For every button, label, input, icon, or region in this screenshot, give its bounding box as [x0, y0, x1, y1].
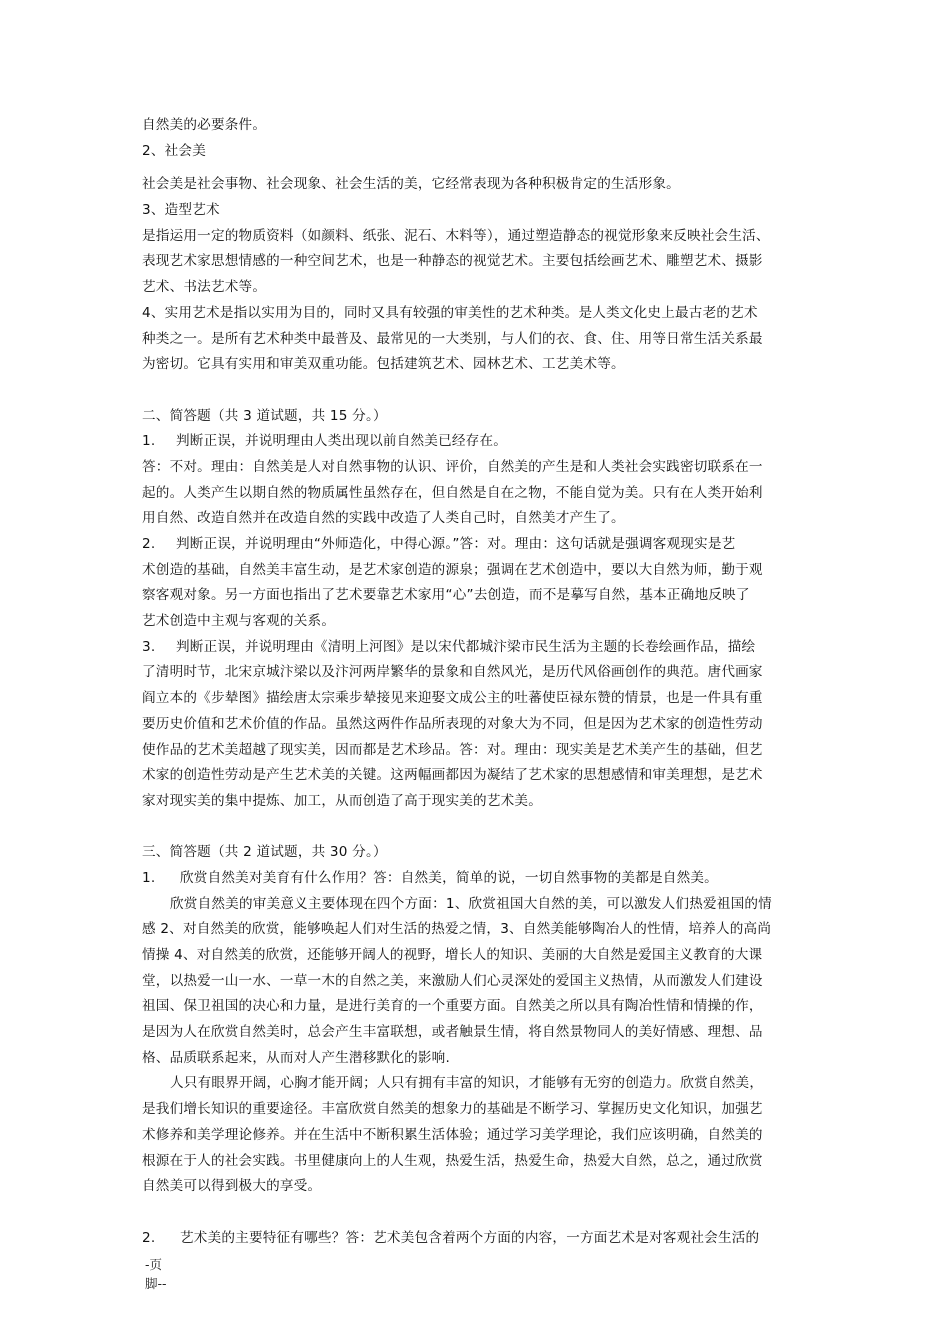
question-text: 艺术美的主要特征有哪些？答：艺术美包含着两个方面的内容，一方面艺术是对客观社会生活的	[180, 1229, 760, 1246]
paragraph-line: 是我们增长知识的重要途径。丰富欣赏自然美的想象力的基础是不断学习、掌握历史文化知识，加强艺	[142, 1101, 763, 1118]
question-text: 欣赏自然美对美育有什么作用？答：自然美，简单的说，一切自然事物的美都是自然美。	[180, 869, 718, 886]
text-line: 是指运用一定的物质资料（如颜料、纸张、泥石、木料等），通过塑造静态的视觉形象来反映社会生活、	[142, 227, 770, 244]
document-body	[142, 113, 822, 1251]
paragraph-line: 感 2、对自然美的欣赏，能够唤起人们对生活的热爱之情，3、自然美能够陶冶人的性情，培养人的高尚	[142, 921, 772, 938]
answer-line: 答：不对。理由：自然美是人对自然事物的认识、评价，自然美的产生是和人类社会实践密切联系在一	[142, 458, 763, 475]
question-number: 2.	[142, 1229, 156, 1246]
question-line	[142, 1226, 822, 1252]
footer-line: -页	[145, 1257, 163, 1272]
text-line: 种类之一。是所有艺术种类中最普及、最常见的一大类别，与人们的衣、食、住、用等日常生活关系最	[142, 330, 763, 347]
paragraph-line: 人只有眼界开阔，心胸才能开阔；人只有拥有丰富的知识，才能够有无穷的创造力。欣赏自然美，	[170, 1075, 764, 1092]
question-text: 判断正误，并说明理由“外师造化，中得心源。”答：对。理由：这句话就是强调客观现实是艺	[176, 536, 736, 552]
question-text: 判断正误，并说明理由《清明上河图》是以宋代都城汴梁市民生活为主题的长卷绘画作品，描绘	[176, 638, 756, 655]
answer-line: 术创造的基础，自然美丰富生动，是艺术家创造的源泉；强调在艺术创造中，要以大自然为师，勤于观	[142, 561, 763, 578]
paragraph-line: 堂，以热爱一山一水、一草一木的自然之美，来激励人们心灵深处的爱国主义热情，从而激发人们建设	[142, 972, 763, 989]
answer-line: 察客观对象。另一方面也指出了艺术要靠艺术家用“心”去创造，而不是摹写自然，基本正确地反映了	[142, 587, 750, 604]
question-line	[142, 429, 822, 455]
paragraph-line: 祖国、保卫祖国的决心和力量，是进行美育的一个重要方面。自然美之所以具有陶冶性情和情操的作，	[142, 998, 763, 1015]
paragraph-line: 情操 4、对自然美的欣赏，还能够开阔人的视野，增长人的知识、美丽的大自然是爱国主义教育的大课	[142, 947, 763, 963]
question-line	[142, 866, 822, 892]
paragraph-line: 格、品质联系起来，从而对人产生潜移默化的影响.	[142, 1049, 450, 1066]
question-line	[142, 635, 822, 661]
question-number: 1.	[142, 869, 156, 886]
answer-line: 家对现实美的集中提炼、加工，从而创造了高于现实美的艺术美。	[142, 792, 543, 809]
question-number: 1.	[142, 433, 156, 450]
question-line	[142, 532, 822, 558]
paragraph-line: 根源在于人的社会实践。书里健康向上的人生观，热爱生活，热爱生命，热爱大自然，总之，通过欣赏	[142, 1152, 763, 1169]
answer-line: 术家的创造性劳动是产生艺术美的关键。这两幅画都因为凝结了艺术家的思想感情和审美理想，是艺术	[142, 767, 763, 784]
text-line: 4、实用艺术是指以实用为目的，同时又具有较强的审美性的艺术种类。是人类文化史上最古老的艺术	[142, 304, 758, 321]
footer-line: 脚--	[145, 1276, 167, 1291]
paragraph-line: 自然美可以得到极大的享受。	[142, 1178, 322, 1195]
answer-line: 用自然、改造自然并在改造自然的实践中改造了人类自己时，自然美才产生了。	[142, 510, 625, 527]
question-number: 2.	[142, 536, 156, 552]
answer-line: 要历史价值和艺术价值的作品。虽然这两件作品所表现的对象大为不同，但是因为艺术家的创造性劳动	[142, 715, 763, 732]
text-line: 社会美是社会事物、社会现象、社会生活的美，它经常表现为各种积极肯定的生活形象。	[142, 176, 680, 193]
answer-line: 使作品的艺术美超越了现实美，因而都是艺术珍品。答：对。理由：现实美是艺术美产生的基础，但艺	[142, 741, 763, 758]
answer-line: 艺术创造中主观与客观的关系。	[142, 613, 336, 630]
answer-line: 起的。人类产生以期自然的物质属性虽然存在，但自然是自在之物，不能自觉为美。只有在人类开始利	[142, 484, 763, 501]
question-text: 判断正误，并说明理由人类出现以前自然美已经存在。	[176, 433, 508, 450]
answer-line: 了清明时节，北宋京城汴梁以及汴河两岸繁华的景象和自然风光，是历代风俗画创作的典范。唐代画家	[142, 664, 763, 681]
paragraph-line: 术修养和美学理论修养。并在生活中不断积累生活体验；通过学习美学理论，我们应该明确，自然美的	[142, 1126, 763, 1143]
text-line: 表现艺术家思想情感的一种空间艺术，也是一种静态的视觉艺术。主要包括绘画艺术、雕塑艺术、摄影	[142, 253, 763, 270]
text-line: 艺术、书法艺术等。	[142, 279, 267, 296]
answer-line: 阎立本的《步辇图》描绘唐太宗乘步辇接见来迎娶文成公主的吐蕃使臣禄东赞的情景，也是一件具有重	[142, 690, 763, 707]
text-line: 自然美的必要条件。	[142, 117, 267, 133]
subheading-social-beauty: 2、社会美	[142, 142, 207, 159]
section-heading-2: 二、简答题（共 3 道试题，共 15 分。）	[142, 407, 387, 424]
paragraph-line: 是因为人在欣赏自然美时，总会产生丰富联想，或者触景生情，将自然景物同人的美好情感、理想、品	[142, 1024, 763, 1041]
page-footer	[145, 1255, 167, 1293]
question-number: 3.	[142, 638, 156, 655]
section-heading-3: 三、简答题（共 2 道试题，共 30 分。）	[142, 844, 387, 861]
text-line: 为密切。它具有实用和审美双重功能。包括建筑艺术、园林艺术、工艺美术等。	[142, 356, 625, 373]
paragraph-line: 欣赏自然美的审美意义主要体现在四个方面：1、欣赏祖国大自然的美，可以激发人们热爱祖国的情	[170, 895, 772, 912]
subheading-plastic-arts: 3、造型艺术	[142, 202, 220, 219]
